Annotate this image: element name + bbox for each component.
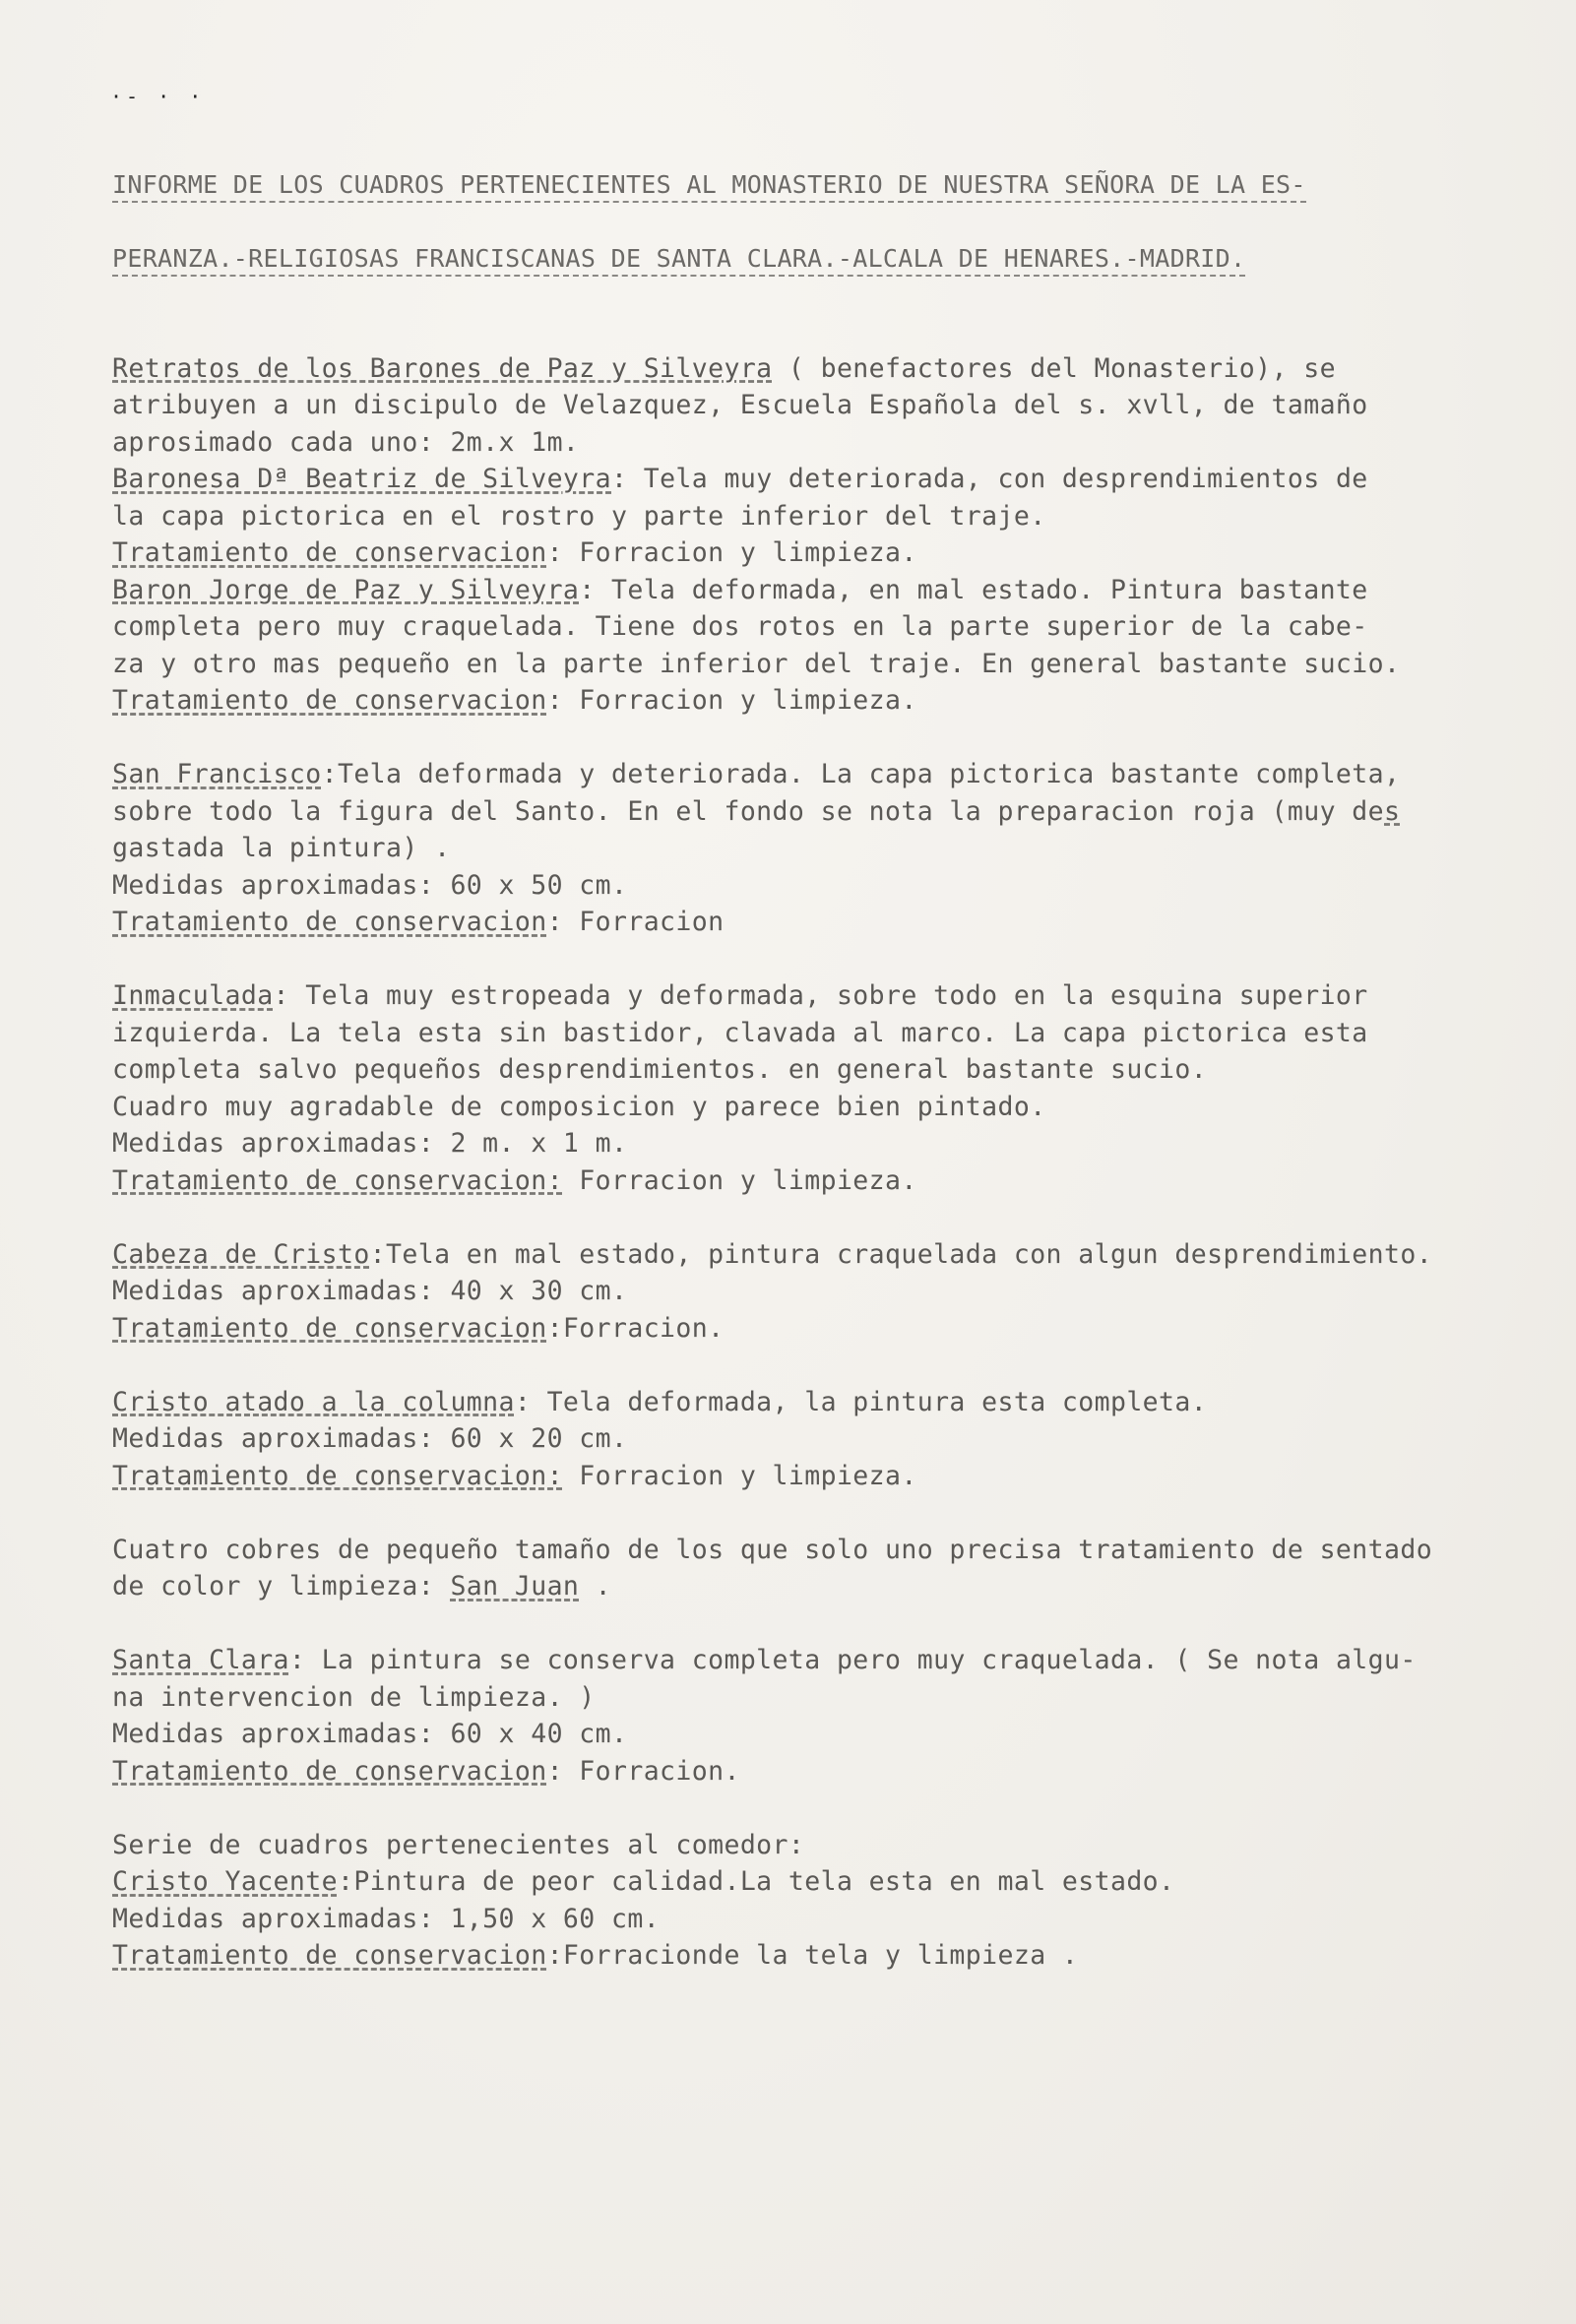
cristo-atado-heading: Cristo atado a la columna [112, 1386, 515, 1417]
section-comedor: Serie de cuadros pertenecientes al comedor: Cristo Yacente:Pintura de peor calidad.La tela esta en mal estado. Medidas aproximadas: 1,50 x 60 cm. Tratamiento de conservacion:Forracionde la tela y limpieza . [112, 1829, 1175, 1971]
section-cristo-atado: Cristo atado a la columna: Tela deformada, la pintura esta completa. Medidas aproximadas: 60 x 20 cm. Tratamiento de conservacion: Forracion y limpieza. [112, 1386, 1208, 1491]
treatment-label: Tratamiento de conservacion [112, 1755, 547, 1787]
cristo-yacente-heading: Cristo Yacente [112, 1866, 338, 1897]
cabeza-heading: Cabeza de Cristo [112, 1238, 370, 1270]
santa-clara-heading: Santa Clara [112, 1645, 289, 1675]
treatment-label: Tratamiento de conservacion [112, 537, 547, 568]
document-body [112, 165, 1490, 1975]
section-retratos: Retratos de los Barones de Paz y Silveyra ( benefactores del Monasterio), se atribuyen a un discipulo de Velazquez, Escuela Española del s. xvll, de tamaño aprosimado cada uno: 2m.x 1m. [112, 352, 1368, 458]
title-line-2: PERANZA.-RELIGIOSAS FRANCISCANAS DE SANTA CLARA.-ALCALA DE HENARES.-MADRID. [112, 239, 1490, 313]
section-santa-clara: Santa Clara: La pintura se conserva completa pero muy craquelada. ( Se nota algu- na intervencion de limpieza. ) Medidas aproximadas: 60 x 40 cm. Tratamiento de conservacion: Forracion. [112, 1645, 1417, 1787]
treatment-label: Tratamiento de conservacion [112, 1940, 547, 1971]
section-cabeza-de-cristo: Cabeza de Cristo:Tela en mal estado, pintura craquelada con algun desprendimiento. Medidas aproximadas: 40 x 30 cm. Tratamiento de conservacion:Forracion. [112, 1238, 1433, 1344]
treatment-label: Tratamiento de conservacion [112, 685, 547, 716]
treatment-label: Tratamiento de conservacion [112, 907, 547, 937]
section-san-francisco: San Francisco:Tela deformada y deteriorada. La capa pictorica bastante completa, sobre todo la figura del Santo. En el fondo se nota la preparacion roja (muy des gastada la pintura) . Medidas aproximadas: 60 x 50 cm. Tratamiento de conservacion: Forracion [112, 759, 1401, 937]
section-cobres: Cuatro cobres de pequeño tamaño de los que solo uno precisa tratamiento de sentado de color y limpieza: San Juan . [112, 1534, 1433, 1602]
treatment-label: Tratamiento de conservacion [112, 1312, 547, 1344]
section-baron: Baron Jorge de Paz y Silveyra: Tela deformada, en mal estado. Pintura bastante completa pero muy craquelada. Tiene dos rotos en la parte superior de la cabe- za y otro mas pequeño en la parte inferior del traje. En general bastante sucio. Tratamiento de conservacion: Forracion y limpieza. [112, 574, 1401, 716]
treatment-label: Tratamiento de conservacion: [112, 1164, 563, 1196]
section-inmaculada: Inmaculada: Tela muy estropeada y deformada, sobre todo en la esquina superior izquierda. La tela esta sin bastidor, clavada al marco. La capa pictorica esta completa salvo pequeños desprendimientos. en general bastante sucio. Cuadro muy agradable de composicion y parece bien pintado. Medidas aproximadas: 2 m. x 1 m. Tratamiento de conservacion: Forracion y limpieza. [112, 980, 1368, 1196]
baronesa-heading: Baronesa Dª Beatriz de Silveyra [112, 464, 611, 494]
inmaculada-heading: Inmaculada [112, 980, 274, 1011]
baron-heading: Baron Jorge de Paz y Silveyra [112, 574, 580, 605]
treatment-label: Tratamiento de conservacion: [112, 1460, 563, 1491]
title-line-1: INFORME DE LOS CUADROS PERTENECIENTES AL MONASTERIO DE NUESTRA SEÑORA DE LA ES- [112, 165, 1490, 239]
retratos-heading: Retratos de los Barones de Paz y Silveyra [112, 352, 773, 384]
section-baronesa: Baronesa Dª Beatriz de Silveyra: Tela muy deteriorada, con desprendimientos de la capa pictorica en el rostro y parte inferior del traje. Tratamiento de conservacion: Forracion y limpieza. [112, 464, 1368, 568]
san-francisco-heading: San Francisco [112, 759, 322, 789]
san-juan-heading: San Juan [450, 1571, 580, 1602]
corner-mark: ·- · · [110, 85, 206, 108]
